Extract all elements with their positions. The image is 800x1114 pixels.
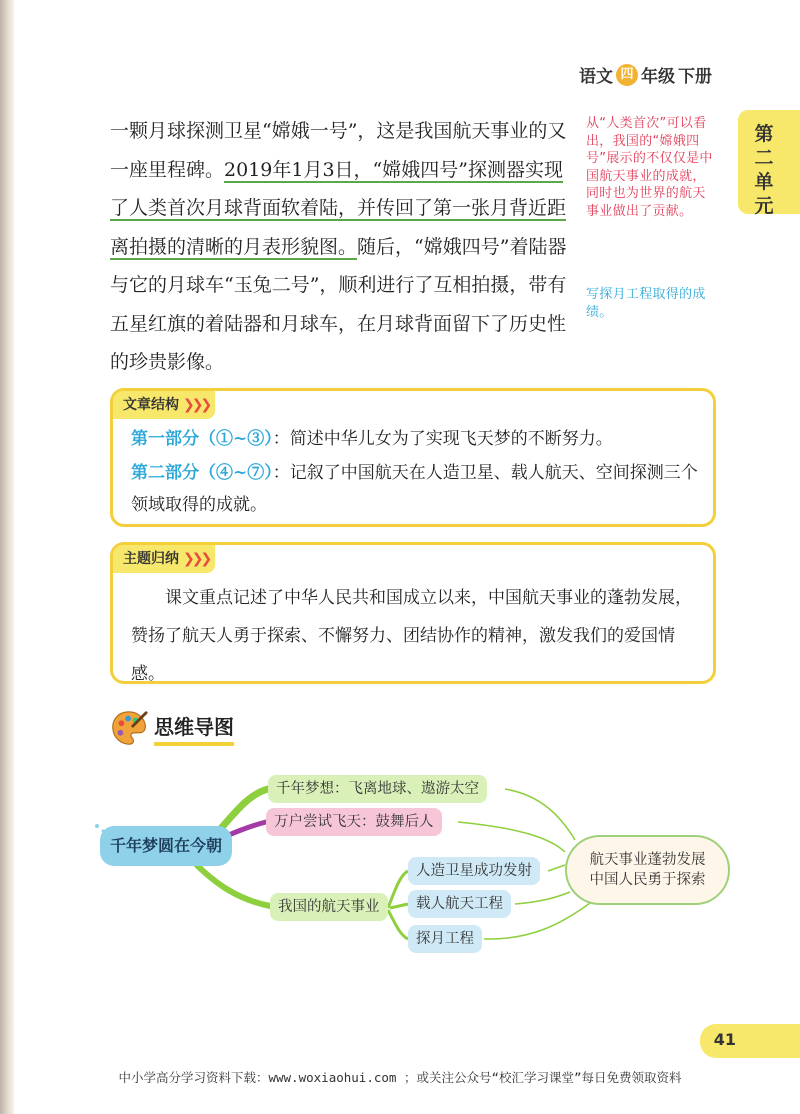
structure-label	[113, 391, 215, 419]
mindmap-conclusion	[565, 835, 730, 905]
structure-part2	[131, 457, 701, 521]
mindmap-sub-satellite: 人造卫星成功发射	[408, 857, 540, 885]
part2-text: ：记叙了中国航天在人造卫星、载人航天、空间探测三个领域取得的成就。	[131, 463, 698, 515]
mindmap-heading	[110, 708, 234, 748]
header-volume: 下册	[678, 67, 712, 87]
theme-label	[113, 545, 215, 573]
main-text-part3: 随后，“嫦娥四号”着陆器与它的月球车“玉兔二号”，顺利进行了互相拍摄，带有五星红旗的着陆器和月球车，在月球背面留下了历史性的珍贵影像。	[110, 235, 567, 373]
part1-label: 第一部分（①~③）	[131, 429, 273, 449]
main-text-underlined: 2019年1月3日，“嫦娥四号”探测器实现了人类首次月球背面软着陆，并传回了第一张月背近距离拍摄的清晰的月表形貌图。	[110, 158, 567, 258]
part1-text: ：简述中华儿女为了实现飞天梦的不断努力。	[272, 429, 613, 449]
margin-note-1: 从“人类首次”可以看出，我国的“嫦娥四号”展示的不仅仅是中国航天事业的成就，同时也为世界的航天事业做出了贡献。	[586, 116, 713, 219]
grade-badge: 四	[616, 64, 638, 86]
conclusion-line2: 中国人民勇于探索	[589, 872, 706, 888]
main-paragraph	[110, 112, 580, 382]
structure-label-text: 文章结构	[123, 397, 179, 413]
main-text-part1: 一颗月球探测卫星“嫦娥一号”，这是我国航天事业的又一座里程碑。	[110, 120, 567, 181]
unit-tab-label: 第二单元	[754, 123, 774, 217]
mindmap-branch-dream: 千年梦想：飞离地球、遨游太空	[268, 775, 487, 803]
mindmap-title: 思维导图	[154, 711, 234, 746]
header-subject: 语文	[579, 67, 613, 87]
mindmap-branch-space-program: 我国的航天事业	[270, 893, 388, 921]
unit-tab	[738, 110, 800, 217]
mindmap-root: 千年梦圆在今朝	[100, 826, 232, 866]
theme-box	[110, 542, 716, 684]
mindmap-sub-crewed: 载人航天工程	[408, 890, 511, 918]
part2-label: 第二部分（④~⑦）	[131, 463, 273, 483]
chevrons-icon: ❯❯❯	[183, 397, 210, 413]
theme-label-text: 主题归纳	[123, 551, 179, 567]
page-header	[579, 62, 712, 87]
page-number: 41	[713, 1030, 736, 1049]
conclusion-line1: 航天事业蓬勃发展	[589, 852, 706, 868]
mindmap-branch-wanhu: 万户尝试飞天：鼓舞后人	[266, 808, 442, 836]
palette-icon	[110, 709, 148, 747]
header-grade: 年级	[641, 67, 675, 87]
chevrons-icon: ❯❯❯	[183, 551, 210, 567]
margin-note-2: 写探月工程取得的成绩。	[586, 287, 706, 320]
theme-text: 课文重点记述了中华人民共和国成立以来，中国航天事业的蓬勃发展，赞扬了航天人勇于探索、不懈努力、团结协作的精神，激发我们的爱国情感。	[131, 588, 692, 684]
footer-text: 中小学高分学习资料下载：www.woxiaohui.com ；或关注公众号“校汇学习课堂”每日免费领取资料	[118, 1070, 682, 1085]
mindmap-sub-lunar: 探月工程	[408, 925, 482, 953]
structure-part1	[131, 425, 613, 453]
structure-box	[110, 388, 716, 527]
